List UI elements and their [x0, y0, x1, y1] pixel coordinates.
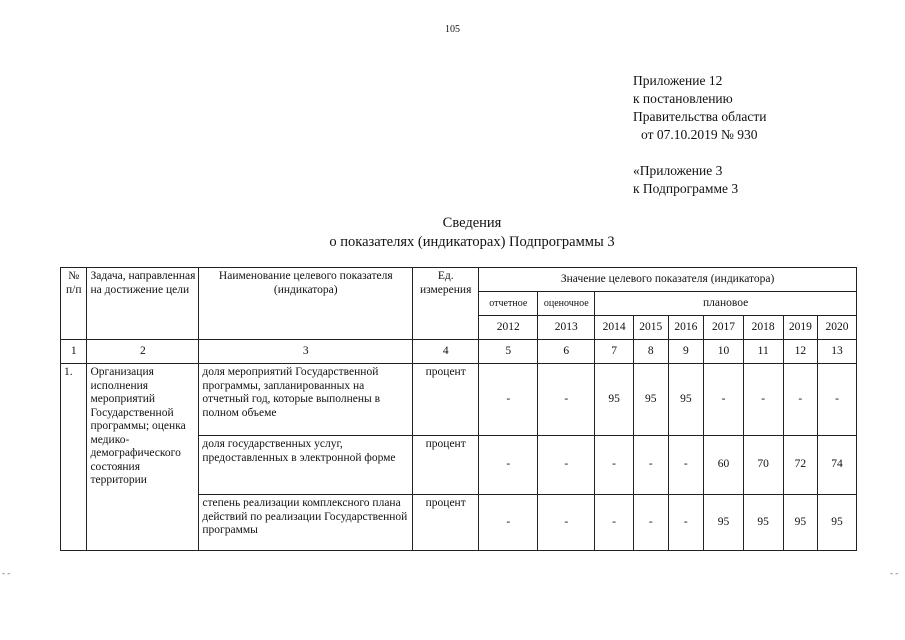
- header-unit: Ед. измерения: [413, 268, 479, 340]
- value-cell: 95: [595, 364, 634, 436]
- value-cell: 72: [783, 436, 818, 495]
- header-year: 2017: [704, 316, 744, 340]
- column-number: 12: [783, 340, 818, 364]
- value-cell: -: [538, 495, 595, 551]
- value-cell: 60: [704, 436, 744, 495]
- value-cell: 70: [743, 436, 783, 495]
- value-cell: -: [668, 495, 704, 551]
- value-cell: -: [538, 364, 595, 436]
- sub-appendix-line: к Подпрограмме 3: [633, 181, 739, 196]
- column-number: 13: [818, 340, 857, 364]
- header-reported: отчетное: [479, 292, 538, 316]
- header-year: 2015: [633, 316, 668, 340]
- indicator-unit: процент: [413, 364, 479, 436]
- indicator-name: степень реализации комплексного плана действий по реализации Государственной программы: [199, 495, 413, 551]
- right-edge-mark: - -: [890, 568, 899, 578]
- header-indicator: Наименование целевого показателя (индикатора): [199, 268, 413, 340]
- value-cell: -: [479, 495, 538, 551]
- table-row: [61, 364, 857, 436]
- appendix-date: от 07.10.2019 № 930: [641, 127, 758, 142]
- value-cell: -: [633, 495, 668, 551]
- header-year: 2020: [818, 316, 857, 340]
- title-line-2: о показателях (индикаторах) Подпрограммы 3: [329, 234, 615, 250]
- header-year: 2019: [783, 316, 818, 340]
- value-cell: 74: [818, 436, 857, 495]
- value-cell: 95: [818, 495, 857, 551]
- value-cell: -: [818, 364, 857, 436]
- indicator-unit: процент: [413, 436, 479, 495]
- header-year: 2013: [538, 316, 595, 340]
- value-cell: 95: [633, 364, 668, 436]
- task-number: 1.: [61, 364, 87, 551]
- value-cell: -: [633, 436, 668, 495]
- header-value: Значение целевого показателя (индикатора): [479, 268, 857, 292]
- sub-appendix-line: «Приложение 3: [633, 163, 723, 178]
- value-cell: -: [743, 364, 783, 436]
- header-year: 2014: [595, 316, 634, 340]
- column-number: 8: [633, 340, 668, 364]
- value-cell: -: [595, 436, 634, 495]
- header-task: Задача, направленная на достижение цели: [87, 268, 199, 340]
- column-number: 2: [87, 340, 199, 364]
- column-number: 10: [704, 340, 744, 364]
- header-year: 2012: [479, 316, 538, 340]
- page-number: 105: [445, 24, 460, 35]
- document-title: [262, 214, 682, 252]
- appendix-line: Правительства области: [633, 109, 767, 124]
- header-num: № п/п: [61, 268, 87, 340]
- value-cell: -: [479, 364, 538, 436]
- value-cell: -: [538, 436, 595, 495]
- column-number: 6: [538, 340, 595, 364]
- column-number: 3: [199, 340, 413, 364]
- value-cell: -: [704, 364, 744, 436]
- header-estimated: оценочное: [538, 292, 595, 316]
- appendix-block: [633, 72, 766, 198]
- value-cell: -: [595, 495, 634, 551]
- header-planned: плановое: [595, 292, 857, 316]
- appendix-line: к постановлению: [633, 91, 733, 106]
- value-cell: -: [668, 436, 704, 495]
- value-cell: 95: [783, 495, 818, 551]
- appendix-line: Приложение 12: [633, 73, 723, 88]
- left-edge-mark: - -: [2, 568, 11, 578]
- task-text: Организация исполнения мероприятий Государственной программы; оценка медико-демографического состояния территории: [87, 364, 199, 551]
- title-line-1: Сведения: [442, 215, 502, 231]
- column-number: 5: [479, 340, 538, 364]
- header-year: 2016: [668, 316, 704, 340]
- value-cell: -: [783, 364, 818, 436]
- indicator-name: доля государственных услуг, предоставленных в электронной форме: [199, 436, 413, 495]
- value-cell: 95: [743, 495, 783, 551]
- column-number: 4: [413, 340, 479, 364]
- column-number: 7: [595, 340, 634, 364]
- column-number: 11: [743, 340, 783, 364]
- indicator-name: доля мероприятий Государственной программы, запланированных на отчетный год, которые выполнены в полном объеме: [199, 364, 413, 436]
- value-cell: -: [479, 436, 538, 495]
- column-number: 9: [668, 340, 704, 364]
- column-number: 1: [61, 340, 87, 364]
- header-year: 2018: [743, 316, 783, 340]
- value-cell: 95: [668, 364, 704, 436]
- indicator-unit: процент: [413, 495, 479, 551]
- indicators-table: [60, 267, 857, 551]
- value-cell: 95: [704, 495, 744, 551]
